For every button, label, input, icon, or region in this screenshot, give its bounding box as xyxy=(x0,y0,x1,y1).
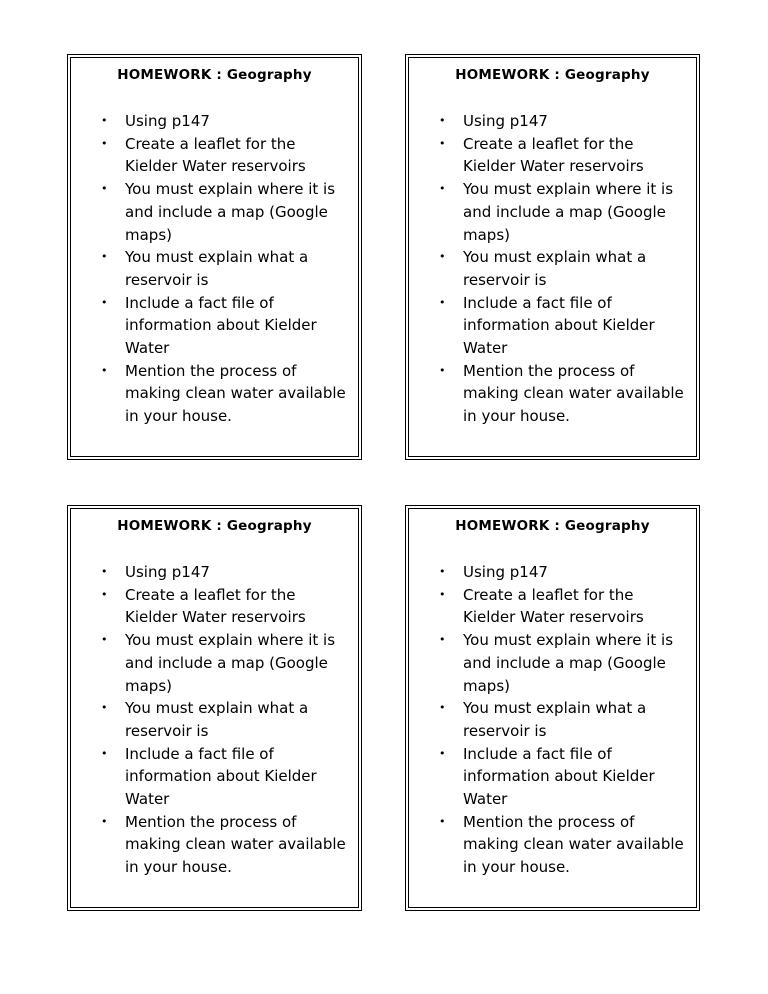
task-item xyxy=(406,629,699,697)
task-line: Kielder Water reservoirs xyxy=(463,608,644,627)
bullet-icon: • xyxy=(439,814,446,828)
bullet-icon: • xyxy=(439,701,446,715)
task-line: Mention the process of xyxy=(463,361,635,380)
homework-card xyxy=(405,54,700,460)
bullet-icon: • xyxy=(439,250,446,264)
bullet-icon: • xyxy=(101,182,108,196)
task-line: reservoir is xyxy=(463,721,547,740)
task-line: Using p147 xyxy=(125,563,210,581)
task-line: making clean water available xyxy=(463,835,684,854)
task-line: You must explain what a xyxy=(463,248,647,267)
task-item xyxy=(406,561,699,584)
bullet-icon: • xyxy=(101,633,108,647)
bullet-icon: • xyxy=(439,633,446,647)
task-line: reservoir is xyxy=(125,721,209,740)
task-item xyxy=(68,246,361,291)
task-item xyxy=(68,584,361,629)
task-line: Using p147 xyxy=(463,112,548,130)
task-line: Include a fact file of xyxy=(125,293,274,312)
task-line: information about Kielder xyxy=(125,767,317,786)
task-line: in your house. xyxy=(125,858,232,877)
homework-card xyxy=(67,505,362,911)
task-line: reservoir is xyxy=(463,270,547,289)
task-line: Mention the process of xyxy=(463,812,635,831)
task-line: maps) xyxy=(125,676,172,695)
bullet-icon: • xyxy=(439,295,446,309)
task-line: in your house. xyxy=(463,858,570,877)
task-line: information about Kielder xyxy=(463,316,655,335)
task-line: You must explain what a xyxy=(125,699,309,718)
homework-card xyxy=(405,505,700,911)
task-line: Create a leaflet for the xyxy=(463,585,634,604)
bullet-icon: • xyxy=(101,114,108,127)
bullet-icon: • xyxy=(439,136,446,150)
task-line: Include a fact file of xyxy=(463,293,612,312)
task-line: and include a map (Google xyxy=(463,202,666,221)
card-title: HOMEWORK : Geography xyxy=(455,67,650,83)
task-item xyxy=(68,178,361,246)
task-line: Using p147 xyxy=(125,112,210,130)
task-line: maps) xyxy=(463,676,510,695)
task-line: Water xyxy=(463,339,508,358)
bullet-icon: • xyxy=(101,587,108,601)
task-item xyxy=(68,292,361,360)
bullet-icon: • xyxy=(439,182,446,196)
task-line: Kielder Water reservoirs xyxy=(463,157,644,176)
card-title: HOMEWORK : Geography xyxy=(117,518,312,534)
task-item xyxy=(68,811,361,879)
task-line: Mention the process of xyxy=(125,812,297,831)
bullet-icon: • xyxy=(101,701,108,715)
task-item xyxy=(406,584,699,629)
task-line: You must explain where it is xyxy=(125,180,336,199)
task-line: You must explain what a xyxy=(125,248,309,267)
task-line: Using p147 xyxy=(463,563,548,581)
bullet-icon: • xyxy=(101,814,108,828)
task-line: You must explain where it is xyxy=(463,180,674,199)
task-line: in your house. xyxy=(463,407,570,426)
task-item xyxy=(68,133,361,178)
task-item xyxy=(68,110,361,133)
task-item xyxy=(68,561,361,584)
task-list xyxy=(68,561,361,879)
task-line: Water xyxy=(125,790,170,809)
task-line: information about Kielder xyxy=(125,316,317,335)
task-line: Water xyxy=(463,790,508,809)
bullet-icon: • xyxy=(101,746,108,760)
task-item xyxy=(406,697,699,742)
task-line: Create a leaflet for the xyxy=(125,585,296,604)
bullet-icon: • xyxy=(101,295,108,309)
task-item xyxy=(406,292,699,360)
task-item xyxy=(406,133,699,178)
task-item xyxy=(406,743,699,811)
task-item xyxy=(68,743,361,811)
task-item xyxy=(68,629,361,697)
task-item xyxy=(406,246,699,291)
bullet-icon: • xyxy=(101,136,108,150)
task-item xyxy=(406,178,699,246)
task-line: information about Kielder xyxy=(463,767,655,786)
task-line: Create a leaflet for the xyxy=(463,134,634,153)
task-line: Include a fact file of xyxy=(463,744,612,763)
task-line: in your house. xyxy=(125,407,232,426)
bullet-icon: • xyxy=(439,587,446,601)
task-line: You must explain where it is xyxy=(463,631,674,650)
bullet-icon: • xyxy=(439,746,446,760)
bullet-icon: • xyxy=(101,363,108,377)
task-line: Kielder Water reservoirs xyxy=(125,608,306,627)
task-line: making clean water available xyxy=(125,835,346,854)
bullet-icon: • xyxy=(439,565,446,578)
task-item xyxy=(406,811,699,879)
task-line: Kielder Water reservoirs xyxy=(125,157,306,176)
homework-card xyxy=(67,54,362,460)
task-line: Water xyxy=(125,339,170,358)
bullet-icon: • xyxy=(439,114,446,127)
task-item xyxy=(406,110,699,133)
task-line: You must explain where it is xyxy=(125,631,336,650)
task-item xyxy=(406,360,699,428)
task-line: and include a map (Google xyxy=(125,202,328,221)
bullet-icon: • xyxy=(101,250,108,264)
task-list xyxy=(68,110,361,428)
card-title: HOMEWORK : Geography xyxy=(117,67,312,83)
bullet-icon: • xyxy=(439,363,446,377)
card-title: HOMEWORK : Geography xyxy=(455,518,650,534)
task-line: maps) xyxy=(125,225,172,244)
task-line: Create a leaflet for the xyxy=(125,134,296,153)
bullet-icon: • xyxy=(101,565,108,578)
task-line: maps) xyxy=(463,225,510,244)
task-line: and include a map (Google xyxy=(463,653,666,672)
task-line: and include a map (Google xyxy=(125,653,328,672)
task-line: Mention the process of xyxy=(125,361,297,380)
task-line: making clean water available xyxy=(125,384,346,403)
task-item xyxy=(68,697,361,742)
task-line: reservoir is xyxy=(125,270,209,289)
task-list xyxy=(406,561,699,879)
task-list xyxy=(406,110,699,428)
task-item xyxy=(68,360,361,428)
task-line: You must explain what a xyxy=(463,699,647,718)
task-line: making clean water available xyxy=(463,384,684,403)
task-line: Include a fact file of xyxy=(125,744,274,763)
